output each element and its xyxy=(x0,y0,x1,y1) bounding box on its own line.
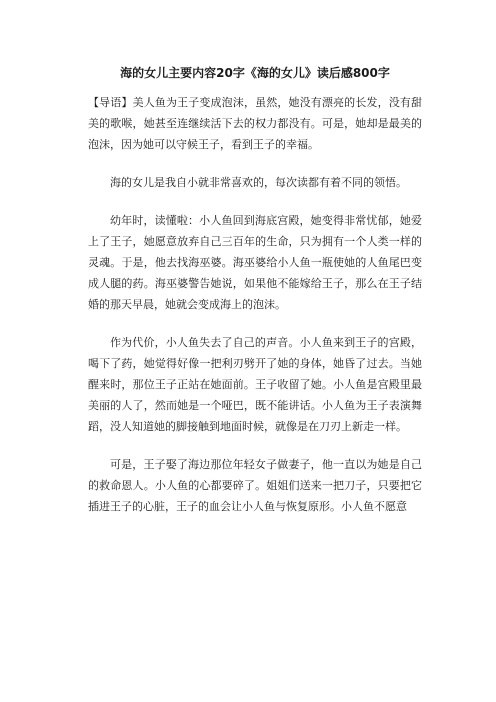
paragraph-gap xyxy=(88,437,422,454)
paragraph-gap xyxy=(88,155,422,172)
body-paragraph-3: 作为代价，小人鱼失去了自己的声音。小人鱼来到王子的宫殿，喝下了药，她觉得好像一把利刃劈开了她的身体，她昏了过去。当她醒来时，那位王子正站在她面前。王子收留了她。小人鱼是宫殿里最美丽的人了，然而她是一个哑巴，既不能讲话。小人鱼为王子表演舞蹈，没人知道她的脚接触到地面时候，就像是在刀刃上新走一样。 xyxy=(88,336,422,433)
lead-tag: 【导语】 xyxy=(88,96,133,109)
body-paragraph-2: 幼年时，读懂啦：小人鱼回到海底宫殿，她变得非常忧郁，她爱上了王子，她愿意放弃自己三百年的生命，只为拥有一个人类一样的灵魂。于是，他去找海巫婆。海巫婆给小人鱼一瓶使她的人鱼尾巴变成人腿的药。海巫婆警告她说，如果他不能嫁给王子，那么在王子结婚的那天早晨，她就会变成海上的泡沫。 xyxy=(88,214,422,311)
document-page xyxy=(88,64,422,517)
lead-text: 美人鱼为王子变成泡沫，虽然，她没有漂亮的长发，没有甜美的歌喉，她甚至连继续活下去的权力都没有。可是，她却是最美的泡沫，因为她可以守候王子，看到王子的幸福。 xyxy=(88,96,423,151)
paragraph-gap xyxy=(88,193,422,210)
paragraph-gap xyxy=(88,315,422,332)
lead-paragraph xyxy=(88,92,422,155)
body-paragraph-4: 可是，王子娶了海边那位年轻女子做妻子，他一直以为她是自己的救命恩人。小人鱼的心都要碎了。姐姐们送来一把刀子，只要把它插进王子的心脏，王子的血会让小人鱼与恢复原形。小人鱼不愿意 xyxy=(88,458,422,513)
body-paragraph-1: 海的女儿是我自小就非常喜欢的，每次读都有着不同的领悟。 xyxy=(110,176,407,189)
document-title: 海的女儿主要内容20字《海的女儿》读后感800字 xyxy=(120,66,390,80)
